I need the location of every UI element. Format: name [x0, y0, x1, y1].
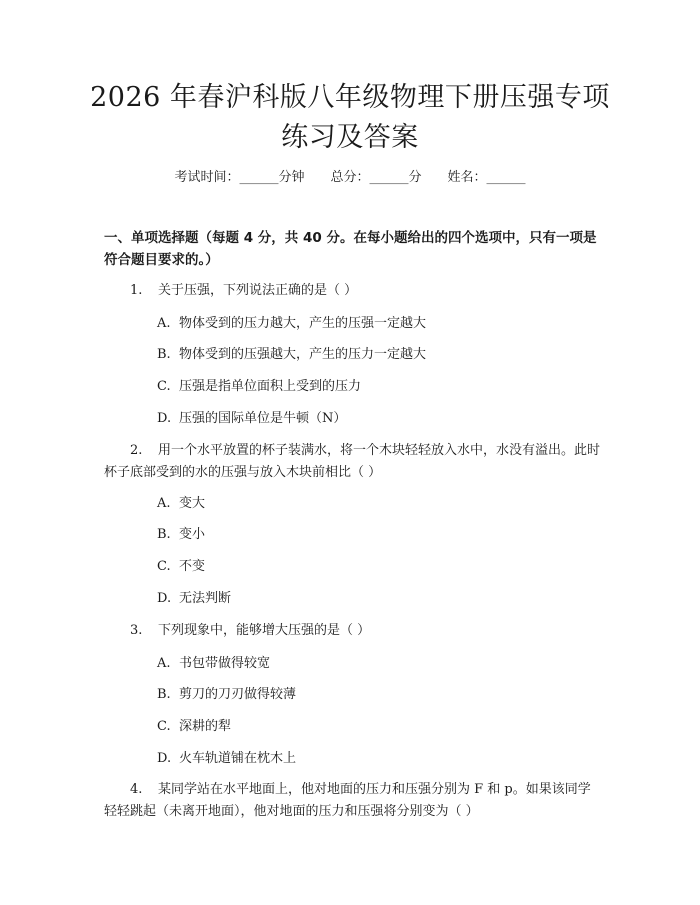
question-text: 某同学站在水平地面上，他对地面的压力和压强分别为 F 和 p。如果该同学轻轻跳起（未离开地面），他对地面的压力和压强将分别变为（ ） [104, 782, 591, 819]
option-letter: D. [157, 591, 172, 606]
option-text: 物体受到的压力越大，产生的压强一定越大 [179, 316, 427, 331]
option-text: 变小 [179, 527, 206, 542]
question-text: 用一个水平放置的杯子装满水，将一个木块轻轻放入水中，水没有溢出。此时杯子底部受到的水的压强与放入木块前相比（ ） [104, 443, 601, 480]
option-text: 变大 [179, 496, 206, 511]
q2-option-d [157, 589, 597, 609]
section-heading: 一、单项选择题（每题 4 分，共 40 分。在每小题给出的四个选项中，只有一项是符合题目要求的。） [104, 230, 597, 268]
option-letter: B. [157, 527, 171, 542]
question-number: 1. [130, 283, 143, 298]
option-letter: C. [157, 379, 171, 394]
option-letter: B. [157, 347, 171, 362]
question-2 [104, 440, 600, 484]
q2-option-c [157, 557, 597, 577]
option-letter: A. [157, 316, 171, 331]
option-letter: C. [157, 559, 171, 574]
document-title: 2026 年春沪科版八年级物理下册压强专项练习及答案 [90, 82, 610, 153]
question-number: 4. [130, 782, 143, 797]
q3-option-d [157, 749, 597, 769]
question-text: 下列现象中，能够增大压强的是（ ） [158, 623, 371, 638]
option-letter: A. [157, 656, 171, 671]
question-1 [104, 280, 600, 302]
q2-option-b [157, 525, 597, 545]
option-letter: B. [157, 687, 171, 702]
option-text: 不变 [179, 559, 206, 574]
q1-option-b [157, 345, 597, 365]
option-letter: D. [157, 751, 172, 766]
question-4 [104, 779, 600, 823]
question-text: 关于压强，下列说法正确的是（ ） [158, 283, 358, 298]
q1-option-c [157, 377, 597, 397]
option-letter: D. [157, 411, 172, 426]
q1-option-d [157, 409, 597, 429]
option-text: 无法判断 [179, 591, 232, 606]
option-text: 压强的国际单位是牛顿（N） [179, 411, 347, 426]
option-text: 书包带做得较宽 [179, 656, 271, 671]
question-3 [104, 620, 600, 642]
exam-meta [0, 168, 700, 188]
exam-time-field: 考试时间：______分钟 [174, 170, 305, 185]
option-text: 深耕的犁 [179, 719, 232, 734]
q3-option-a [157, 654, 597, 674]
question-number: 2. [130, 443, 143, 458]
option-text: 剪刀的刀刃做得较薄 [179, 687, 297, 702]
student-name-field: 姓名：______ [447, 170, 526, 185]
option-letter: A. [157, 496, 171, 511]
q3-option-b [157, 685, 597, 705]
total-score-field: 总分：______分 [330, 170, 422, 185]
option-letter: C. [157, 719, 171, 734]
option-text: 压强是指单位面积上受到的压力 [179, 379, 362, 394]
q2-option-a [157, 494, 597, 514]
q3-option-c [157, 717, 597, 737]
q1-option-a [157, 314, 597, 334]
question-number: 3. [130, 623, 143, 638]
option-text: 物体受到的压强越大，产生的压力一定越大 [179, 347, 427, 362]
option-text: 火车轨道铺在枕木上 [179, 751, 297, 766]
